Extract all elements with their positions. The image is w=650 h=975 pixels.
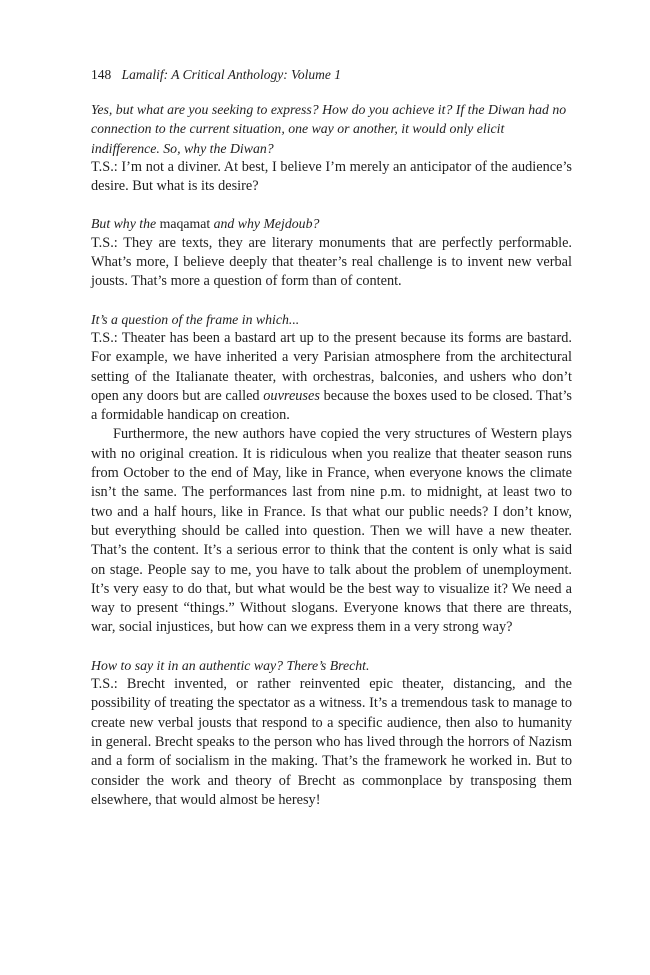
running-header: [91, 66, 572, 84]
question-text: But why the: [91, 216, 160, 232]
interviewee-answer: T.S.: I’m not a diviner. At best, I believe I’m merely an anticipator of the audience’s desire. But what is its desire?: [91, 158, 572, 195]
interviewer-question: Yes, but what are you seeking to express? How do you achieve it? If the Diwan had no connection to the current situation, one way or another, it would only elicit indifference. So, why the Diwan?: [91, 102, 567, 156]
question-roman-term: maqamat: [159, 216, 211, 232]
interviewer-question: [91, 214, 572, 233]
qa-block-frame: [91, 310, 572, 638]
interviewee-answer: T.S.: Brecht invented, or rather reinvented epic theater, distancing, and the possibility of treating the spectator as a witness. It’s a tremendous task to manage to create new verbal jousts that respond to a specific audience, then also to humanity in general. Brecht speaks to the person who has lived through the horrors of Nazism and a form of socialism in the making. That’s the framework he worked in. But to consider the work and theory of Brecht as commonplace by transposing them elsewhere, that would almost be heresy!: [91, 676, 572, 808]
answer-text: because the boxes used to be closed. That’s a formidable handicap on creation.: [91, 387, 572, 424]
running-title: Lamalif: A Critical Anthology: Volume 1: [121, 67, 341, 82]
page-number: 148: [91, 67, 112, 82]
answer-italic-term: ouvreuses: [263, 387, 320, 404]
qa-block-maqamat: [91, 214, 572, 291]
qa-block-diwan: [91, 100, 572, 196]
interviewee-answer: [91, 329, 572, 425]
interviewee-answer: T.S.: They are texts, they are literary monuments that are perfectly performable. What’s more, I believe deeply that theater’s real challenge is to invent new verbal jousts. That’s more a question of form than of content.: [91, 234, 572, 290]
qa-block-brecht: [91, 656, 572, 810]
answer-text: T.S.: Theater has been a bastard art up to the present because its forms are bastard. For example, we have inherited a very Parisian atmosphere from the architectural setting of the Italianate theater, with orchestras, balconies, and ushers who don’t open any doors but are called: [91, 329, 572, 404]
interviewer-question: It’s a question of the frame in which...: [91, 311, 300, 327]
answer-continued-paragraph: Furthermore, the new authors have copied the very structures of Western plays with no original creation. It is ridiculous when you realize that theater season runs from October to the end of May, like in France, when everyone knows the climate isn’t the same. The performances last from nine p.m. to midnight, at least two to two and a half hours, like in France. Is that what our public needs? I don’t know, but everything should be called into question. Then we will have a new theater. That’s the content. It’s a serious error to think that the content is only what is said on stage. People say to me, you have to talk about the problem of unemployment. It’s very easy to do that, but what would be the best way to visualize it? We need a way to present “things.” Without slogans. Everyone knows that there are threats, war, social injustices, but how can we express them in a very strong way?: [91, 426, 572, 636]
interviewer-question: How to say it in an authentic way? There’s Brecht.: [91, 657, 370, 673]
book-page: [91, 66, 572, 828]
question-text: and why Mejdoub?: [210, 216, 320, 232]
